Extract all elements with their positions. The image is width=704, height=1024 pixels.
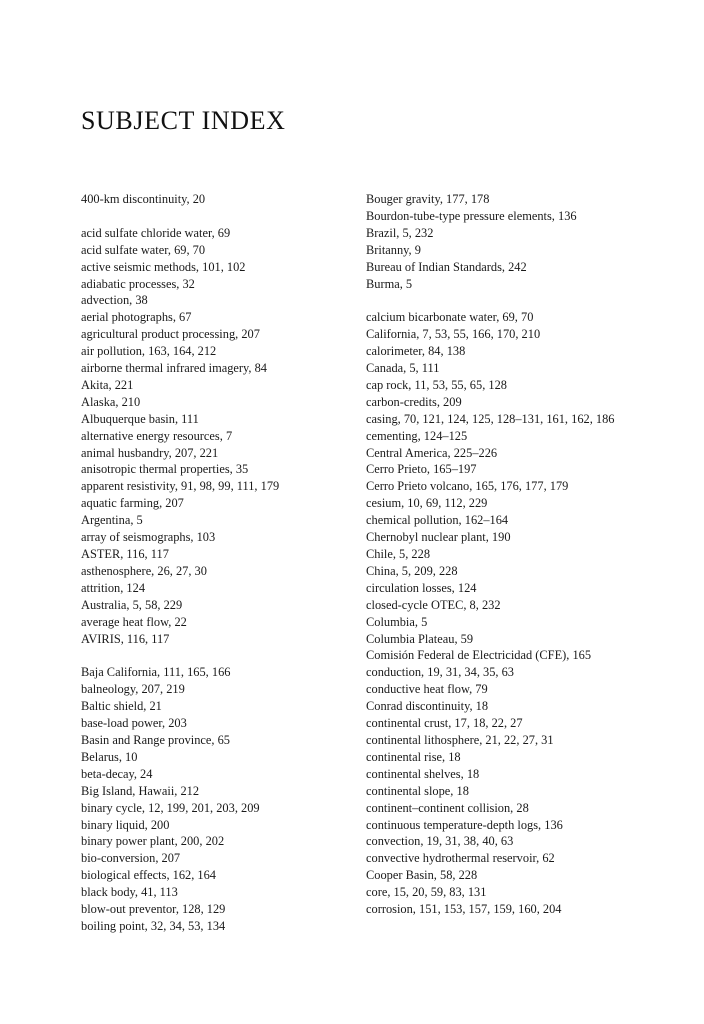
index-entry: Columbia Plateau, 59 bbox=[366, 631, 474, 646]
index-group bbox=[366, 309, 628, 918]
index-entry: AVIRIS, 116, 117 bbox=[81, 631, 170, 646]
index-entry: air pollution, 163, 164, 212 bbox=[81, 344, 217, 359]
index-entry: convective hydrothermal reservoir, 62 bbox=[366, 851, 555, 866]
index-entry: Belarus, 10 bbox=[81, 749, 138, 764]
index-entry: binary cycle, 12, 199, 201, 203, 209 bbox=[81, 800, 260, 815]
index-entry: airborne thermal infrared imagery, 84 bbox=[81, 361, 268, 376]
index-entry: adiabatic processes, 32 bbox=[81, 276, 195, 291]
index-entry: Cooper Basin, 58, 228 bbox=[366, 868, 478, 883]
index-entry: Brazil, 5, 232 bbox=[366, 225, 434, 240]
index-entry: continental shelves, 18 bbox=[366, 766, 480, 781]
index-entry: circulation losses, 124 bbox=[366, 580, 477, 595]
index-entry: Central America, 225–226 bbox=[366, 445, 498, 460]
index-entry: conductive heat flow, 79 bbox=[366, 682, 488, 697]
index-entry: array of seismographs, 103 bbox=[81, 530, 216, 545]
index-entry: Cerro Prieto, 165–197 bbox=[366, 462, 477, 477]
index-entry: Conrad discontinuity, 18 bbox=[366, 699, 489, 714]
index-entry: corrosion, 151, 153, 157, 159, 160, 204 bbox=[366, 902, 562, 917]
index-group bbox=[366, 191, 628, 292]
index-entry: Akita, 221 bbox=[81, 377, 134, 392]
index-entry: attrition, 124 bbox=[81, 580, 146, 595]
index-entry: cementing, 124–125 bbox=[366, 428, 468, 443]
index-group bbox=[81, 225, 343, 648]
index-entry: Bourdon-tube-type pressure elements, 136 bbox=[366, 208, 577, 223]
index-entry: apparent resistivity, 91, 98, 99, 111, 179 bbox=[81, 479, 280, 494]
index-entry: Canada, 5, 111 bbox=[366, 361, 440, 376]
index-entry: alternative energy resources, 7 bbox=[81, 428, 233, 443]
index-entry: Bouger gravity, 177, 178 bbox=[366, 192, 490, 206]
index-entry: binary power plant, 200, 202 bbox=[81, 834, 225, 849]
index-entry: Burma, 5 bbox=[366, 276, 413, 291]
index-entry: convection, 19, 31, 38, 40, 63 bbox=[366, 834, 514, 849]
index-entry: blow-out preventor, 128, 129 bbox=[81, 902, 226, 917]
index-entry: chemical pollution, 162–164 bbox=[366, 513, 509, 528]
index-group bbox=[81, 191, 343, 208]
index-entry: average heat flow, 22 bbox=[81, 614, 187, 629]
index-entry: Baja California, 111, 165, 166 bbox=[81, 665, 231, 680]
index-entry: cap rock, 11, 53, 55, 65, 128 bbox=[366, 377, 507, 392]
index-entry: Chernobyl nuclear plant, 190 bbox=[366, 530, 511, 545]
index-entry: animal husbandry, 207, 221 bbox=[81, 445, 219, 460]
index-entry: ASTER, 116, 117 bbox=[81, 547, 169, 562]
index-entry: beta-decay, 24 bbox=[81, 766, 153, 781]
index-entry: California, 7, 53, 55, 166, 170, 210 bbox=[366, 327, 541, 342]
index-entry: bio-conversion, 207 bbox=[81, 851, 181, 866]
index-entry: 400-km discontinuity, 20 bbox=[81, 192, 206, 206]
index-entry: base-load power, 203 bbox=[81, 716, 187, 731]
index-entry: calcium bicarbonate water, 69, 70 bbox=[366, 310, 534, 325]
index-entry: continuous temperature-depth logs, 136 bbox=[366, 817, 563, 832]
index-entry: acid sulfate chloride water, 69 bbox=[81, 225, 231, 240]
index-entry: Comisión Federal de Electricidad (CFE), 165 bbox=[366, 648, 592, 663]
index-entry: agricultural product processing, 207 bbox=[81, 327, 260, 342]
index-entry: carbon-credits, 209 bbox=[366, 394, 462, 409]
index-entry: conduction, 19, 31, 34, 35, 63 bbox=[366, 665, 514, 680]
index-entry: binary liquid, 200 bbox=[81, 817, 170, 832]
index-entry: active seismic methods, 101, 102 bbox=[81, 259, 246, 274]
index-entry: closed-cycle OTEC, 8, 232 bbox=[366, 597, 501, 612]
index-entry: Basin and Range province, 65 bbox=[81, 732, 230, 747]
index-entry: calorimeter, 84, 138 bbox=[366, 344, 466, 359]
index-entry: anisotropic thermal properties, 35 bbox=[81, 462, 249, 477]
index-entry: Big Island, Hawaii, 212 bbox=[81, 783, 200, 798]
index-entry: boiling point, 32, 34, 53, 134 bbox=[81, 918, 226, 933]
index-entry: aquatic farming, 207 bbox=[81, 496, 184, 511]
index-entry: asthenosphere, 26, 27, 30 bbox=[81, 563, 207, 578]
index-entry: casing, 70, 121, 124, 125, 128–131, 161, 162, 186 bbox=[366, 411, 615, 426]
index-entry: Alaska, 210 bbox=[81, 394, 141, 409]
index-column-right bbox=[366, 191, 628, 918]
index-entry: aerial photographs, 67 bbox=[81, 310, 192, 325]
index-entry: Britanny, 9 bbox=[366, 242, 421, 257]
index-entry: Chile, 5, 228 bbox=[366, 547, 431, 562]
index-entry: Columbia, 5 bbox=[366, 614, 428, 629]
index-entry: Baltic shield, 21 bbox=[81, 699, 162, 714]
index-entry: advection, 38 bbox=[81, 293, 148, 308]
index-entry: continental rise, 18 bbox=[366, 749, 461, 764]
index-column-left bbox=[81, 191, 343, 935]
index-entry: Albuquerque basin, 111 bbox=[81, 411, 199, 426]
index-entry: continental lithosphere, 21, 22, 27, 31 bbox=[366, 732, 554, 747]
index-entry: China, 5, 209, 228 bbox=[366, 563, 458, 578]
index-entry: continental crust, 17, 18, 22, 27 bbox=[366, 716, 523, 731]
index-entry: cesium, 10, 69, 112, 229 bbox=[366, 496, 488, 511]
index-entry: balneology, 207, 219 bbox=[81, 682, 185, 697]
index-entry: acid sulfate water, 69, 70 bbox=[81, 242, 206, 257]
index-entry: Cerro Prieto volcano, 165, 176, 177, 179 bbox=[366, 479, 569, 494]
index-entry: black body, 41, 113 bbox=[81, 885, 178, 900]
index-entry: core, 15, 20, 59, 83, 131 bbox=[366, 885, 487, 900]
index-entry: continental slope, 18 bbox=[366, 783, 469, 798]
index-entry: Australia, 5, 58, 229 bbox=[81, 597, 183, 612]
index-entry: Argentina, 5 bbox=[81, 513, 143, 528]
index-entry: Bureau of Indian Standards, 242 bbox=[366, 259, 527, 274]
index-entry: continent–continent collision, 28 bbox=[366, 800, 529, 815]
page-title: SUBJECT INDEX bbox=[81, 106, 286, 135]
index-group bbox=[81, 664, 343, 935]
index-entry: biological effects, 162, 164 bbox=[81, 868, 217, 883]
